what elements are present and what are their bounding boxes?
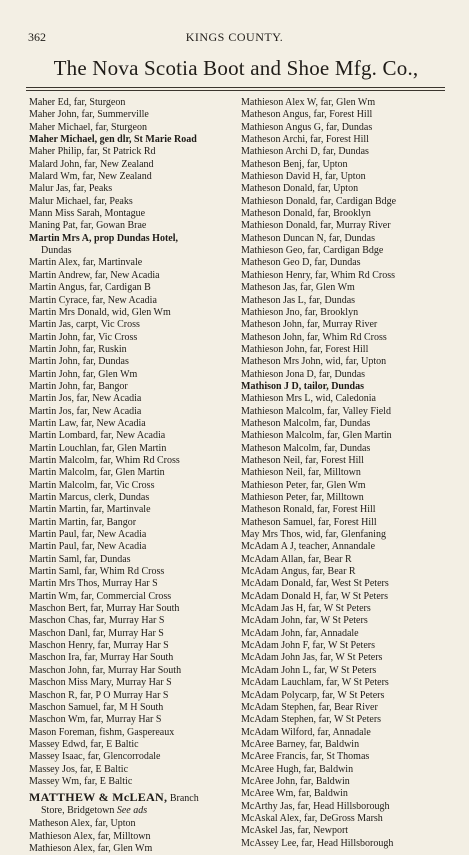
directory-entry: Martin Mrs Thos, Murray Har S (29, 578, 158, 590)
directory-entry: Martin Malcolm, far, Whim Rd Cross (29, 454, 180, 466)
directory-entry: McAskal Alex, far, DeGross Marsh (241, 812, 383, 824)
directory-entry: Mathieson Alex, far, Milltown (29, 830, 151, 842)
directory-entry: Martin Malcolm, far, Glen Martin (29, 467, 165, 479)
directory-entry: Matheson Jas L, far, Dundas (241, 294, 356, 306)
right-column (241, 97, 466, 850)
directory-entry: Martin Law, far, New Acadia (29, 417, 146, 429)
directory-entry: McAree John, far, Baldwin (241, 775, 350, 787)
directory-entry: Maschon Miss Mary, Murray Har S (29, 677, 172, 689)
directory-entry: McAree Hugh, far, Baldwin (241, 763, 354, 775)
directory-entry: Maher Ed, far, Sturgeon (29, 97, 126, 108)
directory-entry: Mathieson Donald, far, Murray River (241, 220, 391, 232)
directory-entry: McAdam A J, teacher, Annandale (241, 541, 376, 553)
directory-entry: McAdam Stephen, far, Bear River (241, 701, 378, 713)
directory-entry: Maschon Wm, far, Murray Har S (29, 714, 162, 726)
directory-entry: Mathison J D, tailor, Dundas (241, 380, 364, 392)
directory-entry: Mathieson Geo, far, Cardigan Bdge (241, 245, 384, 257)
directory-entry: Mathieson Peter, far, Milltown (241, 492, 364, 503)
directory-entry: Martin Cyrace, far, New Acadia (29, 294, 157, 306)
directory-entry: McAdam John L, far, W St Peters (241, 664, 377, 676)
directory-entry: Matheson Archi, far, Forest Hill (241, 134, 369, 146)
directory-entry: McAree Barney, far, Baldwin (241, 738, 360, 750)
directory-entry: McAdam Polycarp, far, W St Peters (241, 689, 385, 701)
directory-entry: May Mrs Thos, wid, far, Glenfaning (241, 529, 386, 541)
directory-entry: Martin Jos, far, New Acadia (29, 393, 142, 405)
directory-entry: Martin John, far, Ruskin (29, 343, 127, 355)
directory-entry: Maher Michael, gen dlr, St Marie Road (29, 134, 197, 146)
directory-entry: Mathieson Malcolm, far, Valley Field (241, 405, 391, 417)
directory-entry: Matheson Neil, far, Forest Hill (241, 454, 364, 466)
directory-entry: Mathieson David H, far, Upton (241, 171, 366, 183)
banner-rule-bottom (26, 90, 445, 91)
directory-entry: Martin Alex, far, Martinvale (29, 257, 143, 269)
directory-entry: Maschon Ira, far, Murray Har South (29, 652, 174, 664)
directory-entry: McAssey Lee, far, Head Hillsborough (241, 837, 394, 849)
directory-entry: McAskel Jas, far, Newport (241, 825, 349, 837)
directory-entry: Martin Paul, far, New Acadia (29, 541, 147, 553)
directory-entry: Mathieson Archi D, far, Dundas (241, 146, 369, 158)
directory-entry: McAdam John, far, W St Peters (241, 615, 368, 627)
directory-entry: McAdam Donald, far, West St Peters (241, 578, 389, 590)
directory-entry: Martin John, far, Glen Wm (29, 368, 138, 380)
banner-rule-top (26, 87, 445, 88)
directory-entry: Martin Paul, far, New Acadia (29, 529, 147, 541)
directory-entry: Malur Michael, far, Peaks (29, 195, 133, 207)
directory-entry: Mathieson John, far, Forest Hill (241, 343, 369, 355)
advertisement-banner: The Nova Scotia Boot and Shoe Mfg. Co., (53, 56, 419, 80)
directory-entry: Matheson Ronald, far, Forest Hill (241, 504, 376, 516)
directory-entry: McAdam Allan, far, Bear R (241, 553, 352, 565)
directory-entry: Maschon Danl, far, Murray Har S (29, 627, 164, 639)
directory-entry: McAdam Jas H, far, W St Peters (241, 603, 371, 615)
directory-entry: Malard Wm, far, New Zealand (29, 171, 152, 183)
directory-entry: Mathieson Angus G, far, Dundas (241, 121, 373, 133)
directory-entry: Maschon Bert, far, Murray Har South (29, 603, 180, 615)
directory-entry: Mathieson Malcolm, far, Glen Martin (241, 430, 392, 442)
directory-entry: Matheson John, far, Murray River (241, 319, 378, 331)
directory-entry: Martin Lombard, far, New Acadia (29, 430, 166, 442)
directory-entry: Maher Philip, far, St Patrick Rd (29, 146, 156, 158)
directory-entry: Martin Saml, far, Dundas (29, 553, 131, 565)
directory-entry: Martin Marcus, clerk, Dundas (29, 492, 150, 503)
directory-entry: Mathieson Alex W, far, Glen Wm (241, 97, 376, 108)
directory-entry: Martin Louchlan, far, Glen Martin (29, 442, 167, 454)
directory-entry: Mathieson Henry, far, Whim Rd Cross (241, 269, 396, 281)
directory-entry: McAdam Angus, far, Bear R (241, 566, 356, 578)
directory-entry: Maschon Samuel, far, M H South (29, 701, 164, 713)
directory-entry: Matheson Geo D, far, Dundas (241, 257, 361, 269)
directory-entry: Mathieson Jona D, far, Dundas (241, 368, 366, 380)
directory-entry: McAree Wm, far, Baldwin (241, 788, 348, 800)
directory-entry: Matheson Duncan N, far, Dundas (241, 232, 376, 244)
directory-entry: Massey Jos, far, E Baltic (29, 763, 129, 775)
directory-entry: Martin Martin, far, Martinvale (29, 504, 151, 516)
directory-entry: Maschon Chas, far, Murray Har S (29, 615, 165, 627)
directory-entry: Maher Michael, far, Sturgeon (29, 121, 147, 133)
directory-entry: Malur Jas, far, Peaks (29, 183, 113, 195)
page-number: 362 (28, 30, 46, 44)
directory-entry: Matheson Angus, far, Forest Hill (241, 109, 373, 121)
directory-entry: Mann Miss Sarah, Montague (29, 208, 146, 220)
directory-entry: Matheson Donald, far, Upton (241, 183, 359, 195)
directory-entry: Matheson Benj, far, Upton (241, 158, 348, 170)
directory-entry: Mathieson Jno, far, Brooklyn (241, 306, 359, 318)
directory-entry: Martin Angus, far, Cardigan B (29, 282, 151, 294)
directory-entry: Maschon John, far, Murray Har South (29, 664, 182, 676)
directory-entry: McAree Francis, far, St Thomas (241, 751, 370, 763)
matthew-mclean-ad (29, 791, 244, 817)
directory-entry: McAdam John Jas, far, W St Peters (241, 652, 383, 664)
directory-entry: McAdam Donald H, far, W St Peters (241, 590, 388, 602)
directory-entry: McAdam John, far, Annadale (241, 627, 359, 639)
directory-entry: Martin John, far, Dundas (29, 356, 129, 368)
directory-entry: Maher John, far, Summerville (29, 109, 149, 121)
directory-entry: Mathieson Peter, far, Glen Wm (241, 479, 366, 491)
directory-entry: Martin Malcolm, far, Vic Cross (29, 479, 155, 491)
directory-entry: Matheson Jas, far, Glen Wm (241, 282, 355, 294)
directory-entry: Maning Pat, far, Gowan Brae (29, 220, 147, 232)
directory-entry: Mathieson Mrs L, wid, Caledonia (241, 393, 376, 405)
directory-entry: Maschon R, far, P O Murray Har S (29, 689, 169, 701)
directory-entry: McAdam Wilford, far, Annadale (241, 726, 371, 738)
directory-entry: Matheson Alex, far, Upton (29, 818, 136, 830)
directory-entry: Matheson Samuel, far, Forest Hill (241, 516, 377, 528)
page-header (28, 30, 441, 46)
ad-firm-name: MATTHEW & McLEAN, (29, 790, 168, 805)
directory-entry: Massey Edwd, far, E Baltic (29, 738, 139, 750)
directory-entry: Martin Saml, far, Whim Rd Cross (29, 566, 165, 578)
directory-entry: Matheson Donald, far, Brooklyn (241, 208, 371, 220)
directory-entry: Matheson John, far, Whim Rd Cross (241, 331, 387, 343)
directory-entry: Martin Jos, far, New Acadia (29, 405, 142, 417)
directory-entry: McArthy Jas, far, Head Hillsborough (241, 800, 390, 812)
directory-entry: Matheson Malcolm, far, Dundas (241, 417, 371, 429)
directory-entry: Massey Wm, far, E Baltic (29, 775, 133, 787)
directory-entry: Malard John, far, New Zealand (29, 158, 154, 170)
directory-entry: Mathieson Donald, far, Cardigan Bdge (241, 195, 397, 207)
directory-entry: Martin Martin, far, Bangor (29, 516, 137, 528)
directory-entry: Martin John, far, Vic Cross (29, 331, 138, 343)
directory-entry: McAdam Stephen, far, W St Peters (241, 714, 382, 726)
directory-entry: McAdam John F, far, W St Peters (241, 640, 375, 652)
ad-see-ads: See ads (116, 805, 148, 817)
directory-entry: Martin Jas, carpt, Vic Cross (29, 319, 140, 331)
left-column (29, 97, 244, 855)
directory-entry: Mathieson Alex, far, Glen Wm (29, 842, 153, 854)
directory-entry: Mason Foreman, fishm, Gaspereaux (29, 726, 175, 738)
directory-entry: Martin Andrew, far, New Acadia (29, 269, 160, 281)
directory-entry: McAdam Lauchlam, far, W St Peters (241, 677, 389, 689)
ad-branch: Branch (167, 793, 199, 805)
directory-entry: Matheson Mrs John, wid, far, Upton (241, 356, 387, 368)
directory-entry: Martin John, far, Bangor (29, 380, 128, 392)
directory-entry: Maschon Henry, far, Murray Har S (29, 640, 169, 652)
directory-entry: Martin Mrs Donald, wid, Glen Wm (29, 306, 171, 318)
directory-entry: Massey Isaac, far, Glencorrodale (29, 751, 161, 763)
ad-location: Store, Bridgetown (41, 805, 115, 817)
directory-entry: Martin Wm, far, Commercial Cross (29, 590, 172, 602)
directory-entry: Matheson Malcolm, far, Dundas (241, 442, 371, 454)
directory-entry: Mathieson Neil, far, Milltown (241, 467, 361, 479)
directory-entry: Martin Mrs A, prop Dundas Hotel, (29, 232, 178, 244)
directory-entry: Dundas (41, 245, 72, 257)
county-title: KINGS COUNTY. (185, 30, 284, 44)
